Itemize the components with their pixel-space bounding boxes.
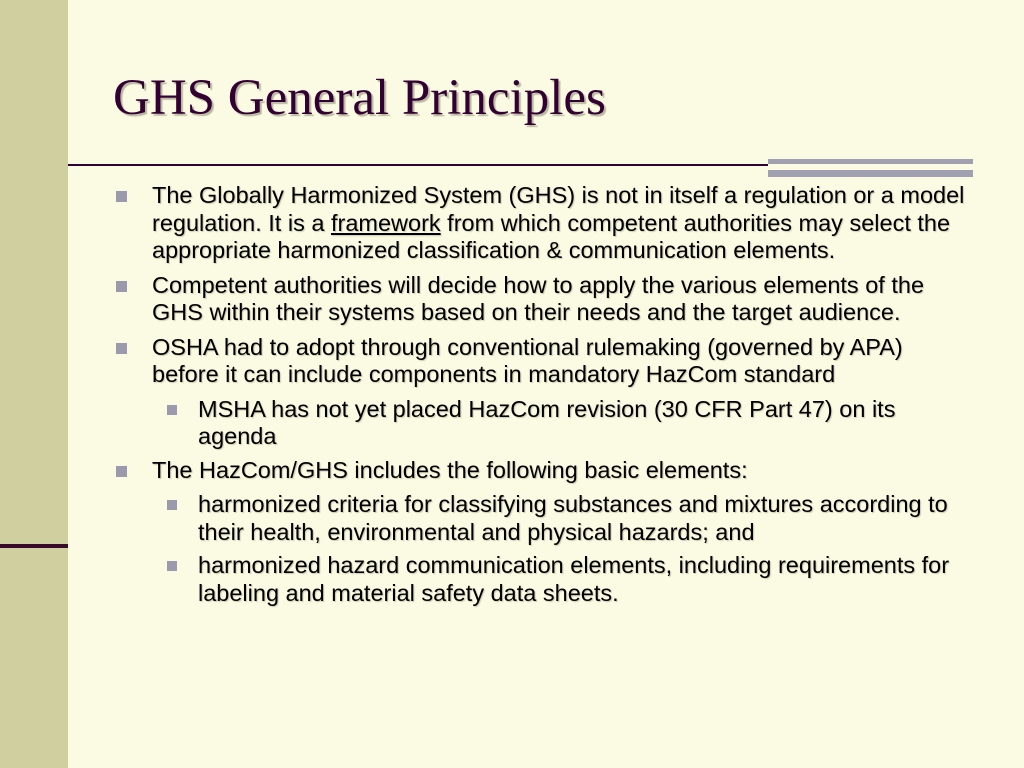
square-sub-bullet-icon — [167, 561, 177, 571]
bullet-text: harmonized hazard communication elements, including requirements for labeling and material safety data sheets. — [198, 552, 950, 606]
square-bullet-icon — [116, 343, 127, 354]
square-sub-bullet-icon — [167, 405, 177, 415]
bullet-text: harmonized criteria for classifying substances and mixtures according to their health, environmental and physical hazards; and — [198, 491, 948, 545]
sub-bullet-item-msha — [110, 396, 970, 451]
underlined-term-framework: framework — [330, 209, 441, 236]
bullet-text: OSHA had to adopt through conventional rulemaking (governed by APA) before it can include components in mandatory HazCom standard — [152, 333, 903, 387]
sub-bullet-item-communication-elements — [110, 552, 970, 607]
slide-content — [110, 182, 970, 613]
bullet-text: MSHA has not yet placed HazCom revision (30 CFR Part 47) on its agenda — [198, 395, 896, 449]
decorative-gray-bar-bottom — [768, 170, 973, 177]
square-bullet-icon — [116, 281, 127, 292]
square-bullet-icon — [116, 191, 127, 202]
bullet-item-osha-rulemaking — [110, 334, 970, 389]
square-bullet-icon — [116, 466, 127, 477]
bullet-item-basic-elements — [110, 457, 970, 485]
left-decorative-band — [0, 0, 68, 768]
slide-title: GHS General Principles — [113, 70, 606, 126]
title-divider-line — [68, 164, 768, 166]
bullet-text: Competent authorities will decide how to apply the various elements of the GHS within their systems based on their needs and the target audience. — [152, 271, 925, 325]
left-band-accent-line — [0, 544, 68, 548]
bullet-item-competent-authorities — [110, 272, 970, 327]
bullet-text-part: from which competent authorities may select the appropriate harmonized classification & communication elements. — [152, 209, 951, 263]
sub-bullet-item-classification-criteria — [110, 491, 970, 546]
decorative-gray-bar-top — [768, 159, 973, 164]
bullet-text-part: The Globally Harmonized System (GHS) is not in itself a regulation or a model regulation. It is a — [152, 182, 965, 236]
bullet-text: The HazCom/GHS includes the following basic elements: — [152, 456, 748, 483]
square-sub-bullet-icon — [167, 500, 177, 510]
bullet-item-ghs-not-regulation — [110, 182, 970, 265]
